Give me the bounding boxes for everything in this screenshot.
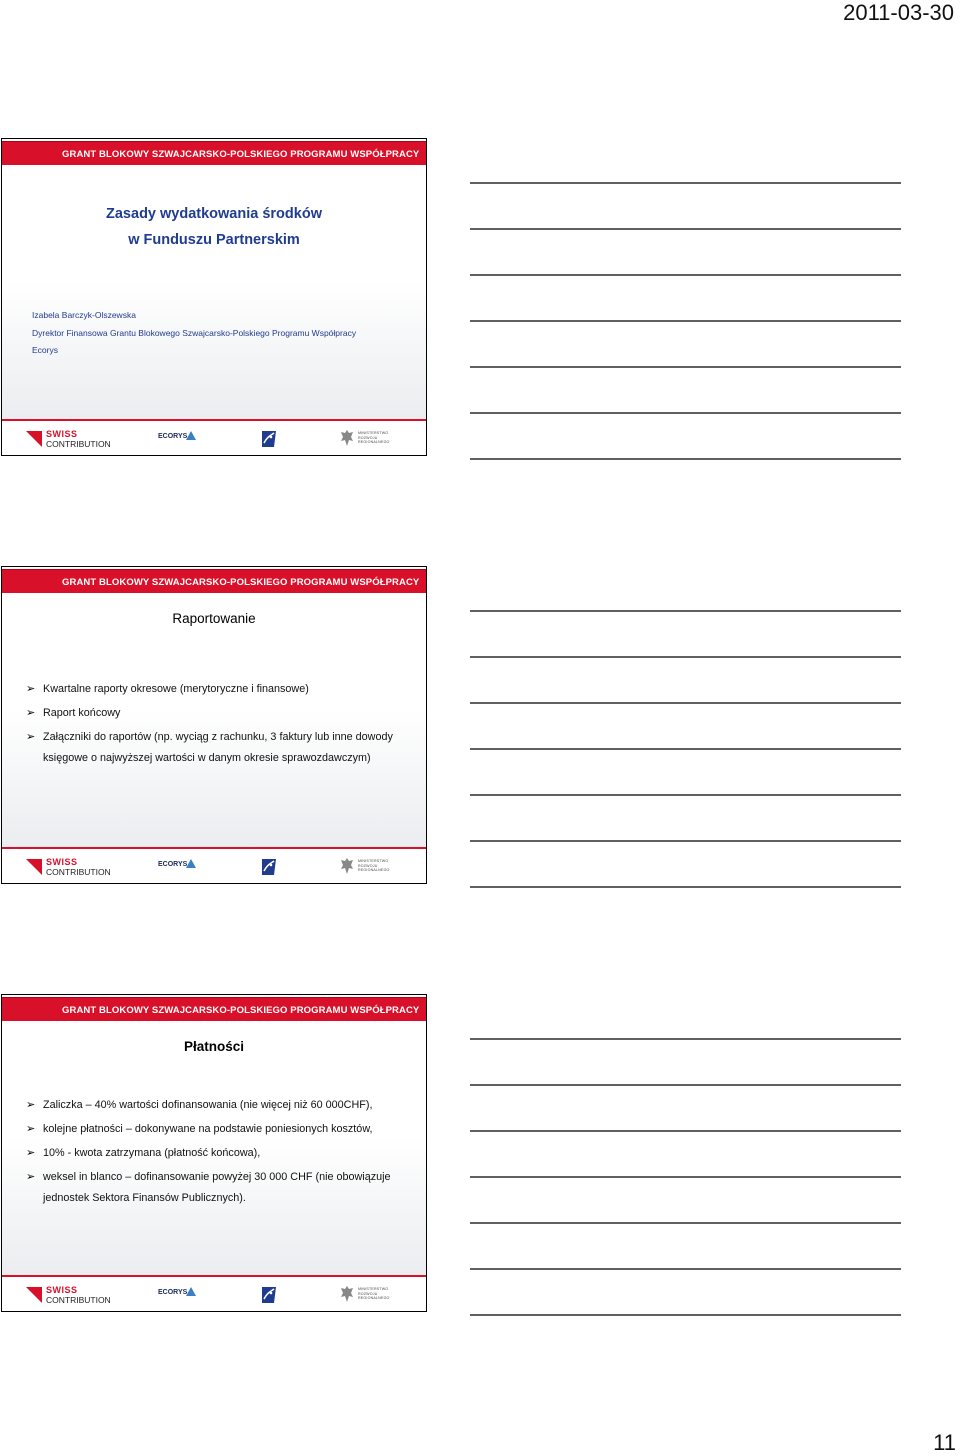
ecorys-logo: ECORYS: [158, 433, 202, 447]
swiss-flag-icon: [26, 431, 42, 447]
notes-lines-2: [470, 608, 902, 890]
notes-lines-3: [470, 1036, 902, 1318]
logo-footer: [2, 1277, 426, 1311]
list-item: ➢ Raport końcowy: [26, 703, 408, 724]
arrow-bullet-icon: ➢: [26, 1171, 36, 1183]
list-item: ➢ kolejne płatności – dokonywane na podstawie poniesionych kosztów,: [26, 1119, 408, 1140]
programme-emblem-icon: [260, 1285, 278, 1305]
programme-emblem-icon: [260, 429, 278, 449]
bullet-list: [26, 679, 408, 772]
presenter-name: Izabela Barczyk-Olszewska: [32, 310, 136, 320]
arrow-bullet-icon: ➢: [26, 731, 36, 743]
presenter-info: [32, 307, 356, 360]
slide-1: [1, 138, 427, 456]
swiss-contribution-logo: SWISS CONTRIBUTION: [26, 429, 116, 451]
ecorys-logo: ECORYS: [158, 861, 202, 875]
header-band-title: GRANT BLOKOWY SZWAJCARSKO-POLSKIEGO PROGRAMU WSPÓŁPRACY: [62, 1005, 420, 1016]
slide-title-line1: Zasady wydatkowania środków: [106, 206, 322, 222]
ecorys-triangle-icon: [186, 431, 196, 440]
swiss-contribution-logo: SWISS CONTRIBUTION: [26, 1285, 116, 1307]
ecorys-triangle-icon: [186, 1287, 196, 1296]
presenter-org: Ecorys: [32, 345, 58, 355]
list-item: ➢ Zaliczka – 40% wartości dofinansowania (nie więcej niż 60 000CHF),: [26, 1095, 408, 1116]
header-band-title: GRANT BLOKOWY SZWAJCARSKO-POLSKIEGO PROGRAMU WSPÓŁPRACY: [62, 577, 420, 588]
presenter-role: Dyrektor Finansowa Grantu Blokowego Szwajcarsko-Polskiego Programu Współpracy: [32, 327, 357, 338]
swiss-contribution-logo: SWISS CONTRIBUTION: [26, 857, 116, 879]
swiss-flag-icon: [26, 1287, 42, 1303]
programme-emblem-icon: [260, 857, 278, 877]
list-item: ➢ Kwartalne raporty okresowe (merytoryczne i finansowe): [26, 679, 408, 700]
list-item: ➢ 10% - kwota zatrzymana (płatność końcowa),: [26, 1143, 408, 1164]
slide-title-line2: w Funduszu Partnerskim: [128, 232, 300, 248]
ministry-logo: MINISTERSTWO ROZWOJU REGIONALNEGO: [340, 429, 400, 449]
slide-title: [2, 201, 426, 253]
bullet-list: [26, 1095, 408, 1212]
swiss-flag-icon: [26, 859, 42, 875]
page-date: 2011-03-30: [843, 0, 954, 25]
list-item: ➢ Załączniki do raportów (np. wyciąg z rachunku, 3 faktury lub inne dowody księgowe o najwyższej wartości w danym okresie sprawozdawczym): [26, 727, 408, 769]
list-item: ➢ weksel in blanco – dofinansowanie powyżej 30 000 CHF (nie obowiązuje jednostek Sektora Finansów Publicznych).: [26, 1167, 408, 1209]
eagle-emblem-icon: [340, 857, 354, 875]
ecorys-triangle-icon: [186, 859, 196, 868]
arrow-bullet-icon: ➢: [26, 1123, 36, 1135]
slide-heading: Raportowanie: [172, 611, 256, 626]
arrow-bullet-icon: ➢: [26, 1147, 36, 1159]
eagle-emblem-icon: [340, 1285, 354, 1303]
eagle-emblem-icon: [340, 429, 354, 447]
ecorys-logo: ECORYS: [158, 1289, 202, 1303]
ministry-logo: MINISTERSTWO ROZWOJU REGIONALNEGO: [340, 857, 400, 877]
arrow-bullet-icon: ➢: [26, 683, 36, 695]
notes-lines-1: [470, 180, 902, 462]
slide-heading: Płatności: [183, 1039, 245, 1054]
slide-2: [1, 566, 427, 884]
logo-footer: [2, 421, 426, 455]
header-band-title: GRANT BLOKOWY SZWAJCARSKO-POLSKIEGO PROGRAMU WSPÓŁPRACY: [62, 149, 420, 160]
arrow-bullet-icon: ➢: [26, 707, 36, 719]
slide-3: [1, 994, 427, 1312]
page-number: 11: [933, 1430, 956, 1455]
logo-footer: [2, 849, 426, 883]
ministry-logo: MINISTERSTWO ROZWOJU REGIONALNEGO: [340, 1285, 400, 1305]
arrow-bullet-icon: ➢: [26, 1099, 36, 1111]
